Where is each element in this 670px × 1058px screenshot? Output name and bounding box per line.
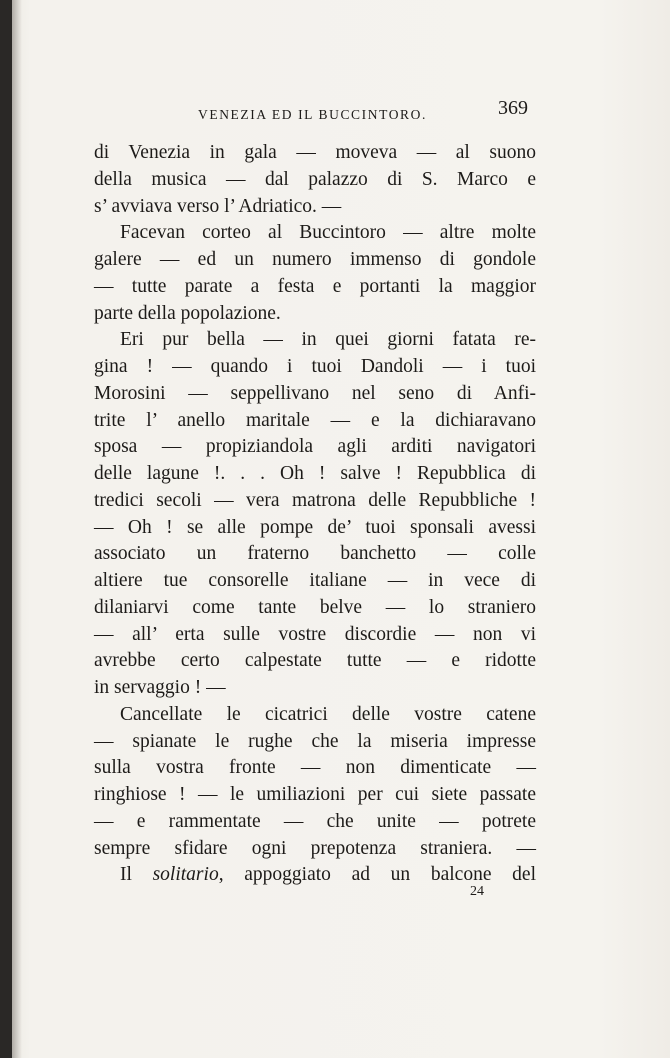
text-line: trite l’ anello maritale — e la dichiaravano — [94, 409, 536, 431]
text-line: in servaggio ! — — [94, 677, 226, 698]
text-line: gina ! — quando i tuoi Dandoli — i tuoi — [94, 356, 536, 377]
book-spine — [0, 0, 12, 1058]
body-text — [94, 140, 536, 889]
text-line: associato un fraterno banchetto — colle — [94, 543, 536, 565]
last-line-lead: Il — [120, 864, 153, 886]
text-line: — spianate le rughe che la miseria impresse — [94, 730, 536, 752]
text-line: altiere tue consorelle italiane — in vece di — [94, 570, 536, 591]
text-line: s’ avviava verso l’ Adriatico. — — [94, 195, 342, 217]
text-line: avrebbe certo calpestate tutte — e ridotte — [94, 650, 536, 672]
text-line: della musica — dal palazzo di S. Marco e — [94, 168, 536, 190]
last-line-rest: , appoggiato ad un balcone del — [218, 864, 536, 886]
text-line: parte della popolazione. — [94, 302, 281, 324]
text-line: galere — ed un numero immenso di gondole — [94, 249, 536, 270]
text-line: ringhiose ! — le umiliazioni per cui siete passate — [94, 784, 536, 805]
text-line: di Venezia in gala — moveva — al suono — [94, 142, 536, 163]
text-line: sposa — propiziandola agli arditi navigatori — [94, 436, 536, 458]
text-line: dilaniarvi come tante belve — lo straniero — [94, 596, 536, 618]
signature-mark: 24 — [470, 884, 484, 899]
page-header — [88, 95, 528, 129]
running-title: VENEZIA ED IL BUCCINTORO. — [198, 107, 427, 122]
text-line: Morosini — seppellivano nel seno di Anfi- — [94, 382, 536, 404]
text-line: tredici secoli — vera matrona delle Repubbliche ! — [94, 489, 536, 511]
text-line: sulla vostra fronte — non dimenticate — — [94, 757, 536, 779]
text-line: Facevan corteo al Buccintoro — altre molte — [120, 222, 536, 244]
text-line: — all’ erta sulle vostre discordie — non vi — [94, 623, 536, 645]
text-line: Cancellate le cicatrici delle vostre catene — [120, 703, 536, 725]
text-line: sempre sfidare ogni prepotenza straniera. — — [94, 837, 536, 859]
italic-word: solitario — [152, 864, 219, 886]
text-line: Eri pur bella — in quei giorni fatata re- — [120, 329, 536, 351]
text-line: — Oh ! se alle pompe de’ tuoi sponsali avessi — [94, 516, 536, 538]
text-line: delle lagune !. . . Oh ! salve ! Repubblica di — [94, 463, 536, 484]
text-line: — tutte parate a festa e portanti la maggior — [94, 275, 536, 297]
page-number: 369 — [498, 97, 528, 119]
spine-shadow — [12, 0, 22, 1058]
text-line: — e rammentate — che unite — potrete — [94, 810, 536, 832]
